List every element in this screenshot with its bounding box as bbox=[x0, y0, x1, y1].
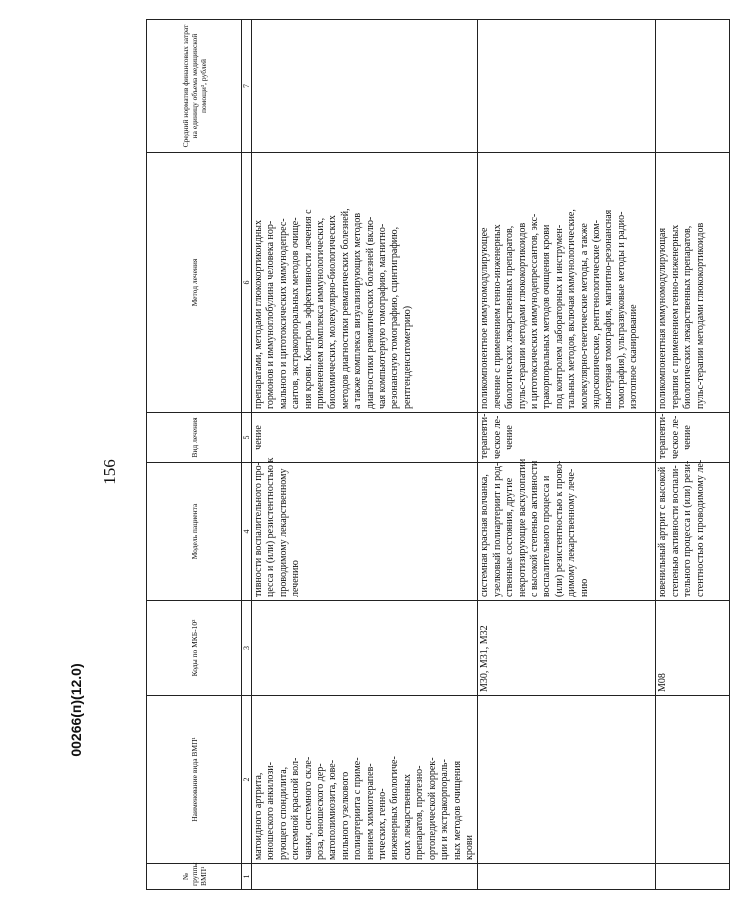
vmp-table bbox=[146, 19, 730, 890]
cell-line: воспалительного процесса и bbox=[541, 475, 553, 597]
column-header: Средний норматив финансовых затрат на единицу объема медицинской помощи³, рублей bbox=[147, 20, 242, 153]
cell-line: полиартериита с приме- bbox=[352, 757, 364, 860]
cell-line: ювенильный артрит с высокой bbox=[657, 466, 669, 597]
cell-line: тракорпоральных методов очищения крови bbox=[541, 224, 553, 409]
cell-line: мального и цитотоксических иммунодепрес- bbox=[277, 218, 289, 409]
cell-method bbox=[478, 153, 656, 413]
cell-line: ственные состояния, другие bbox=[504, 477, 516, 597]
cell-line: терапевти- bbox=[479, 413, 491, 459]
cell-line: цесса и (или) резистентностью к bbox=[265, 457, 277, 597]
cell-line: и цитотоксических иммунодепрессантов, экс- bbox=[528, 213, 540, 409]
cell-line: терапевти- bbox=[657, 413, 669, 459]
cell-line: юношеского анкилози- bbox=[265, 762, 277, 860]
cell-line: применением комплекса иммунологических, bbox=[315, 217, 327, 409]
cell-line: ских лекарственных bbox=[401, 773, 413, 860]
cell-name bbox=[252, 696, 478, 864]
column-header: № группы ВМП¹ bbox=[147, 864, 242, 890]
cell-line: а также комплекса визуализирующих методов bbox=[352, 212, 364, 409]
cell-line: нильного узелкового bbox=[339, 771, 351, 860]
cell-line: M08 bbox=[657, 673, 669, 692]
cell-cost bbox=[656, 20, 730, 153]
cell-line: ния крови. Контроль эффективности лечения с bbox=[302, 209, 314, 409]
table-row bbox=[478, 20, 656, 890]
cell-line: матоидного артрита, bbox=[253, 772, 264, 860]
cell-line: некротизирующие васкулопатии bbox=[516, 458, 528, 597]
column-number: 6 bbox=[242, 153, 252, 413]
cell-line: поликомпонентная иммуномодулирующая bbox=[657, 227, 669, 409]
cell-line: гормонов и иммуноглобулина человека нор- bbox=[265, 220, 277, 409]
cell-line: чение bbox=[682, 425, 694, 450]
cell-line: ции и экстракорпораль- bbox=[439, 759, 451, 860]
cell-line: нением химиотерапев- bbox=[364, 763, 376, 860]
rotated-table bbox=[146, 20, 706, 890]
cell-line: томография), ультразвуковые методы и радио- bbox=[615, 211, 627, 409]
column-header: Модель пациента bbox=[147, 463, 242, 601]
cell-line: димому лекарственному лече- bbox=[566, 468, 578, 597]
cell-method bbox=[656, 153, 730, 413]
cell-codes bbox=[478, 601, 656, 696]
cell-line: чанки, системного скле- bbox=[302, 756, 314, 860]
cell-line: рующего спондилита, bbox=[277, 766, 289, 860]
cell-group bbox=[252, 864, 478, 890]
cell-line: под контролем лабораторных и инструмен- bbox=[553, 224, 565, 409]
cell-line: препаратами, методами глюкокортикоидных bbox=[253, 220, 264, 409]
cell-line: (или) резистентностью к прово- bbox=[553, 460, 565, 597]
cell-line: роза, юношеского дер- bbox=[315, 763, 327, 860]
cell-line: ческое ле- bbox=[491, 415, 503, 459]
cell-line: системная красная волчанка, bbox=[479, 474, 491, 597]
cell-line: лечение с применением генно-инженерных bbox=[491, 224, 503, 409]
cell-line: тивности воспалительного про- bbox=[253, 461, 264, 597]
cell-line: диагностики ревматических болезней (вклю- bbox=[364, 216, 376, 409]
cell-group bbox=[478, 864, 656, 890]
cell-line: с высокой степенью активности bbox=[528, 460, 540, 597]
cell-line: чение bbox=[504, 425, 516, 450]
cell-line: инженерных биологиче- bbox=[389, 756, 401, 860]
cell-line: тельного процесса и (или) рези- bbox=[682, 460, 694, 597]
column-number: 3 bbox=[242, 601, 252, 696]
cell-line: проводимому лекарственному bbox=[277, 468, 289, 597]
cell-model bbox=[478, 458, 656, 601]
cell-name bbox=[478, 696, 656, 864]
cell-line: молекулярно-генетические методы, а также bbox=[578, 223, 590, 409]
cell-line: пульс-терапии методами глюкокортикоидов bbox=[516, 222, 528, 409]
cell-type bbox=[478, 413, 656, 463]
column-number: 2 bbox=[242, 696, 252, 864]
cell-line: чая компьютерную томографию, магнитно- bbox=[377, 223, 389, 409]
page-number: 156 bbox=[100, 459, 119, 485]
cell-model bbox=[252, 457, 478, 601]
column-header: Коды по МКБ-10² bbox=[147, 601, 242, 696]
cell-type bbox=[252, 413, 478, 463]
cell-line: биологических лекарственных препаратов, bbox=[504, 225, 516, 409]
column-header: Наименование вида ВМП¹ bbox=[147, 696, 242, 864]
cell-line: изотопное сканирование bbox=[628, 304, 640, 409]
cell-line: биохимических, молекулярно-биологических bbox=[327, 215, 339, 409]
column-number: 1 bbox=[242, 864, 252, 890]
cell-line: тических, генно- bbox=[377, 788, 389, 860]
cell-line: методов диагностики ревматических болезней, bbox=[339, 208, 351, 409]
cell-codes bbox=[252, 601, 478, 696]
cell-line: стентностью к проводимому ле- bbox=[694, 459, 706, 597]
cell-line: терапия с применением генно-инженерных bbox=[669, 224, 681, 409]
cell-line: пульс-терапии методами глюкокортикоидов bbox=[694, 222, 706, 409]
cell-line: поликомпонентное иммуномодулирующее bbox=[479, 227, 491, 409]
cell-line: резонансную томографию, сцинтиграфию, bbox=[389, 226, 401, 409]
cell-codes bbox=[656, 601, 730, 696]
cell-line: эндоскопические, рентгенологические (ком- bbox=[590, 220, 602, 409]
cell-line: степенью активности воспали- bbox=[669, 465, 681, 597]
table-body bbox=[252, 20, 730, 890]
cell-line: тальных методов, включая иммунологические, bbox=[566, 209, 578, 409]
cell-line: пьютерная томография, магнитно-резонансная bbox=[603, 209, 615, 409]
cell-group bbox=[656, 864, 730, 890]
cell-line: нию bbox=[578, 578, 590, 597]
cell-line: рентгенденситометрию) bbox=[401, 305, 413, 409]
cell-line: сантов, экстракорпоральных методов очище- bbox=[290, 217, 302, 409]
cell-line: системной красной вол- bbox=[290, 757, 302, 860]
column-header: Метод лечения bbox=[147, 153, 242, 413]
column-number: 7 bbox=[242, 20, 252, 153]
cell-line: чение bbox=[253, 425, 264, 450]
table-row bbox=[656, 20, 730, 890]
cell-line: биологических лекарственных препаратов, bbox=[682, 225, 694, 409]
column-number-row bbox=[242, 20, 252, 890]
header-row bbox=[147, 20, 242, 890]
cell-line: крови bbox=[463, 835, 475, 860]
cell-line: матополимиозита, юве- bbox=[327, 759, 339, 860]
cell-cost bbox=[252, 20, 478, 153]
column-number: 4 bbox=[242, 463, 252, 601]
column-number: 5 bbox=[242, 413, 252, 463]
cell-line: ных методов очищения bbox=[451, 760, 463, 860]
cell-model bbox=[656, 459, 730, 601]
cell-line: ческое ле- bbox=[669, 415, 681, 459]
cell-line: ортопедической коррек- bbox=[426, 757, 438, 860]
table-row bbox=[252, 20, 478, 890]
cell-line: M30, M31, M32 bbox=[479, 625, 491, 692]
cell-line: препаратов, протезно- bbox=[414, 765, 426, 860]
cell-line: лечению bbox=[290, 560, 302, 597]
cell-cost bbox=[478, 20, 656, 153]
cell-line: узелковый полиартериит и род- bbox=[491, 462, 503, 597]
document-code: 00266(п)(12.0) bbox=[68, 663, 84, 757]
cell-method bbox=[252, 153, 478, 413]
cell-type bbox=[656, 413, 730, 463]
cell-name bbox=[656, 696, 730, 864]
column-header: Вид лечения bbox=[147, 413, 242, 463]
